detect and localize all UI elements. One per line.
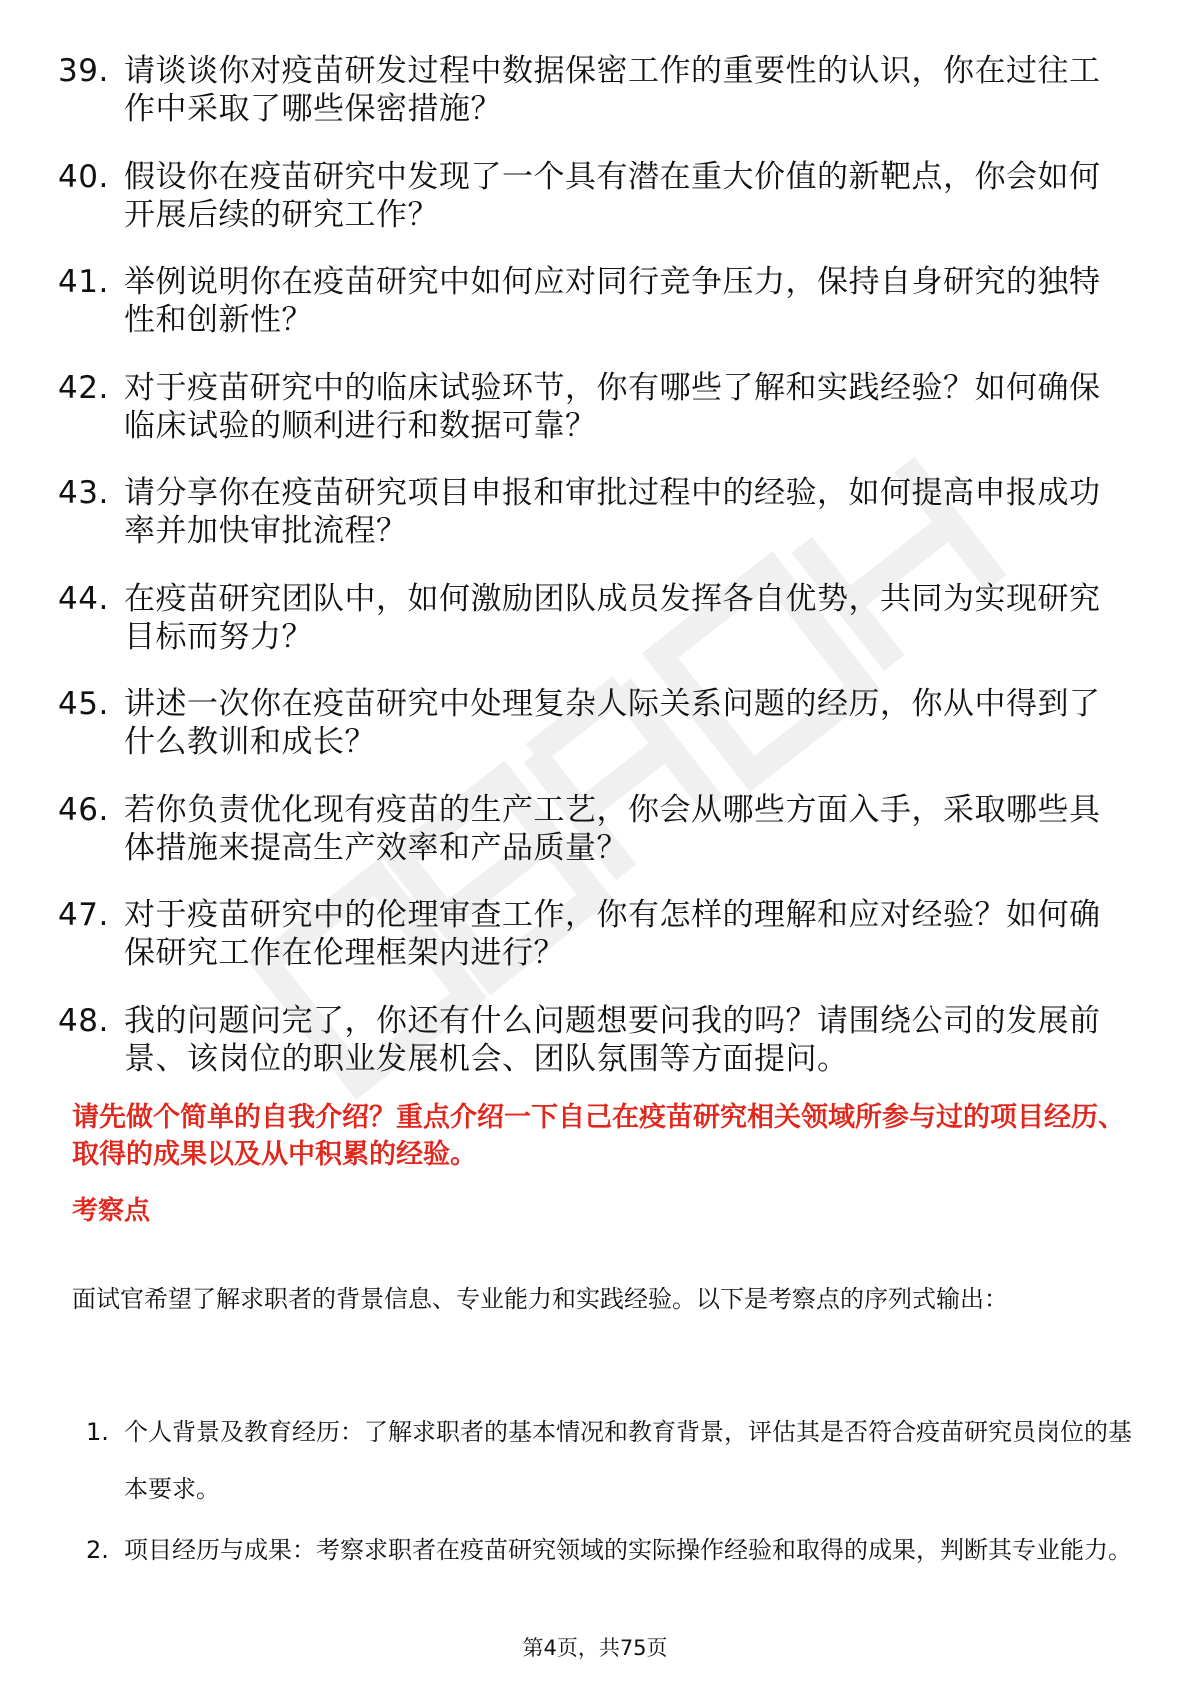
point-text: 个人背景及教育经历：了解求职者的基本情况和教育背景，评估其是否符合疫苗研究员岗位的基本要求。 — [124, 1418, 1132, 1503]
list-item — [58, 791, 1118, 867]
question-number: 40. — [58, 158, 109, 195]
question-number: 47. — [58, 897, 109, 933]
evaluation-points — [72, 1404, 1132, 1583]
list-item — [72, 1404, 1132, 1518]
list-item — [58, 263, 1118, 339]
point-number: 2. — [86, 1536, 109, 1564]
question-text: 假设你在疫苗研究中发现了一个具有潜在重大价值的新靶点，你会如何开展后续的研究工作？ — [124, 158, 1101, 233]
question-text: 在疫苗研究团队中，如何激励团队成员发挥各自优势，共同为实现研究目标而努力？ — [124, 580, 1101, 655]
main-question: 请先做个简单的自我介绍？重点介绍一下自己在疫苗研究相关领域所参与过的项目经历、取得的成果以及从中积累的经验。 — [72, 1102, 1125, 1170]
page-footer: 第4页，共75页 — [522, 1636, 668, 1660]
question-text: 讲述一次你在疫苗研究中处理复杂人际关系问题的经历，你从中得到了什么教训和成长？ — [124, 686, 1101, 760]
point-text: 项目经历与成果：考察求职者在疫苗研究领域的实际操作经验和取得的成果，判断其专业能力。 — [124, 1536, 1132, 1564]
question-number: 42. — [58, 369, 109, 406]
section-title: 考察点 — [72, 1196, 151, 1226]
question-number: 45. — [58, 686, 109, 722]
list-item — [58, 685, 1118, 761]
intro-paragraph: 面试官希望了解求职者的背景信息、专业能力和实践经验。以下是考察点的序列式输出： — [72, 1285, 1008, 1313]
question-text: 若你负责优化现有疫苗的生产工艺，你会从哪些方面入手，采取哪些具体措施来提高生产效率和产品质量？ — [124, 791, 1101, 866]
question-number: 48. — [58, 1002, 109, 1039]
list-item — [58, 158, 1118, 234]
question-number: 41. — [58, 264, 109, 300]
question-text: 请分享你在疫苗研究项目申报和审批过程中的经验，如何提高申报成功率并加快审批流程？ — [124, 475, 1101, 549]
list-item — [58, 369, 1118, 445]
point-number: 1. — [86, 1418, 109, 1446]
question-text: 对于疫苗研究中的伦理审查工作，你有怎样的理解和应对经验？如何确保研究工作在伦理框架内进行？ — [124, 897, 1101, 971]
question-number: 43. — [58, 475, 109, 511]
question-number: 44. — [58, 580, 109, 617]
question-number: 46. — [58, 791, 109, 828]
question-text: 举例说明你在疫苗研究中如何应对同行竞争压力，保持自身研究的独特性和创新性？ — [124, 264, 1101, 338]
question-text: 我的问题问完了，你还有什么问题想要问我的吗？请围绕公司的发展前景、该岗位的职业发展机会、团队氛围等方面提问。 — [124, 1002, 1101, 1077]
list-item — [58, 52, 1118, 128]
question-text: 对于疫苗研究中的临床试验环节，你有哪些了解和实践经验？如何确保临床试验的顺利进行和数据可靠？ — [124, 369, 1101, 444]
list-item — [58, 896, 1118, 972]
question-list — [58, 52, 1118, 1107]
question-number: 39. — [58, 53, 109, 89]
list-item — [58, 1002, 1118, 1078]
question-text: 请谈谈你对疫苗研发过程中数据保密工作的重要性的认识，你在过往工作中采取了哪些保密措施？ — [124, 53, 1101, 127]
list-item — [72, 1522, 1132, 1579]
list-item — [58, 580, 1118, 656]
list-item — [58, 474, 1118, 550]
